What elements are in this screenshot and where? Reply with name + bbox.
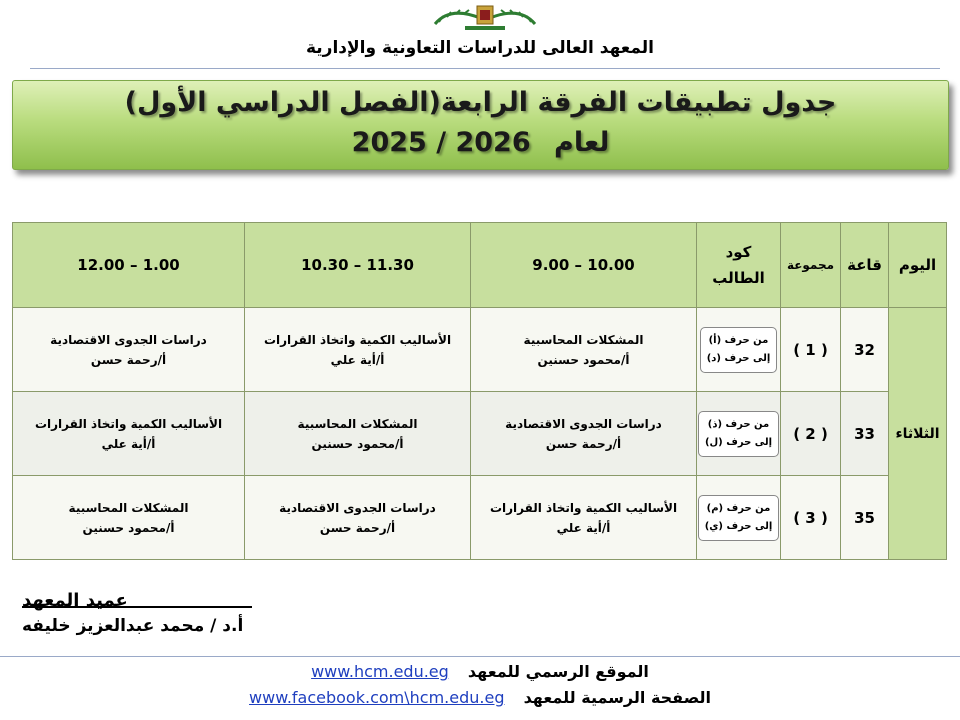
header-student-code: كود الطالب — [697, 223, 781, 308]
teacher-name: أ/رحمة حسن — [319, 520, 396, 535]
header-group: مجموعة — [781, 223, 841, 308]
table-row — [13, 392, 947, 476]
year-label: لعام — [554, 127, 610, 158]
teacher-name: أ/أية علي — [556, 520, 611, 535]
institute-logo — [425, 2, 545, 32]
course-name: الأساليب الكمية واتخاذ القرارات — [34, 416, 223, 431]
code-to: إلى حرف (ي) — [704, 520, 773, 532]
teacher-name: أ/أية علي — [101, 436, 156, 451]
course-name: المشكلات المحاسبية — [297, 416, 418, 431]
hall-cell: 33 — [841, 392, 889, 476]
hall-cell: 35 — [841, 476, 889, 560]
code-to: إلى حرف (د) — [706, 352, 771, 364]
header-divider — [30, 68, 940, 69]
student-code-cell — [697, 392, 781, 476]
day-cell: الثلاثاء — [889, 308, 947, 560]
course-name: الأساليب الكمية واتخاذ القرارات — [263, 332, 452, 347]
header-slot-3: 12.00 – 1.00 — [13, 223, 245, 308]
teacher-name: أ/محمود حسنين — [82, 520, 175, 535]
code-range-box — [698, 411, 779, 457]
year-value: 2025 / 2026 — [351, 127, 531, 158]
teacher-name: أ/محمود حسنين — [311, 436, 404, 451]
teacher-name: أ/رحمة حسن — [545, 436, 622, 451]
course-name: دراسات الجدوى الاقتصادية — [505, 416, 662, 431]
website-label: الموقع الرسمي للمعهد — [467, 662, 649, 681]
title-banner — [12, 80, 949, 170]
session-cell — [13, 308, 245, 392]
teacher-name: أ/أية علي — [330, 352, 385, 367]
table-header-row — [13, 223, 947, 308]
code-from: من حرف (ذ) — [707, 418, 770, 430]
institute-name: المعهد العالى للدراسات التعاونية والإدارية — [305, 38, 655, 58]
header-day: اليوم — [889, 223, 947, 308]
academic-year — [13, 127, 948, 158]
code-range-box — [698, 495, 780, 541]
schedule-table — [12, 222, 947, 560]
facebook-label: الصفحة الرسمية للمعهد — [523, 688, 711, 707]
dean-underline — [22, 606, 252, 608]
hall-cell: 32 — [841, 308, 889, 392]
course-name: المشكلات المحاسبية — [523, 332, 644, 347]
session-cell — [471, 392, 697, 476]
session-cell — [245, 308, 471, 392]
course-name: دراسات الجدوى الاقتصادية — [279, 500, 436, 515]
code-range-box — [700, 327, 778, 373]
code-from: من حرف (م) — [706, 502, 771, 514]
footer-divider — [0, 656, 960, 657]
table-row — [13, 308, 947, 392]
header-slot-1: 9.00 – 10.00 — [471, 223, 697, 308]
schedule-title: جدول تطبيقات الفرقة الرابعة(الفصل الدراسي الأول) — [124, 87, 837, 118]
session-cell — [245, 392, 471, 476]
course-name: المشكلات المحاسبية — [68, 500, 189, 515]
session-cell — [245, 476, 471, 560]
table-row — [13, 476, 947, 560]
course-name: دراسات الجدوى الاقتصادية — [50, 332, 207, 347]
group-cell: ( 3 ) — [781, 476, 841, 560]
header-slot-2: 10.30 – 11.30 — [245, 223, 471, 308]
session-cell — [471, 308, 697, 392]
dean-title: عميد المعهد — [22, 590, 128, 611]
student-code-cell — [697, 476, 781, 560]
group-cell: ( 2 ) — [781, 392, 841, 476]
code-from: من حرف (أ) — [708, 334, 769, 346]
group-cell: ( 1 ) — [781, 308, 841, 392]
header-hall: قاعة — [841, 223, 889, 308]
session-cell — [13, 476, 245, 560]
session-cell — [13, 392, 245, 476]
student-code-cell — [697, 308, 781, 392]
teacher-name: أ/محمود حسنين — [537, 352, 630, 367]
website-row — [0, 662, 960, 681]
facebook-link[interactable]: www.facebook.com\hcm.edu.eg — [249, 688, 505, 707]
session-cell — [471, 476, 697, 560]
facebook-row — [0, 688, 960, 707]
website-link[interactable]: www.hcm.edu.eg — [311, 662, 449, 681]
code-to: إلى حرف (ل) — [704, 436, 773, 448]
course-name: الأساليب الكمية واتخاذ القرارات — [489, 500, 678, 515]
dean-name: أ.د / محمد عبدالعزيز خليفه — [22, 616, 244, 636]
teacher-name: أ/رحمة حسن — [90, 352, 167, 367]
